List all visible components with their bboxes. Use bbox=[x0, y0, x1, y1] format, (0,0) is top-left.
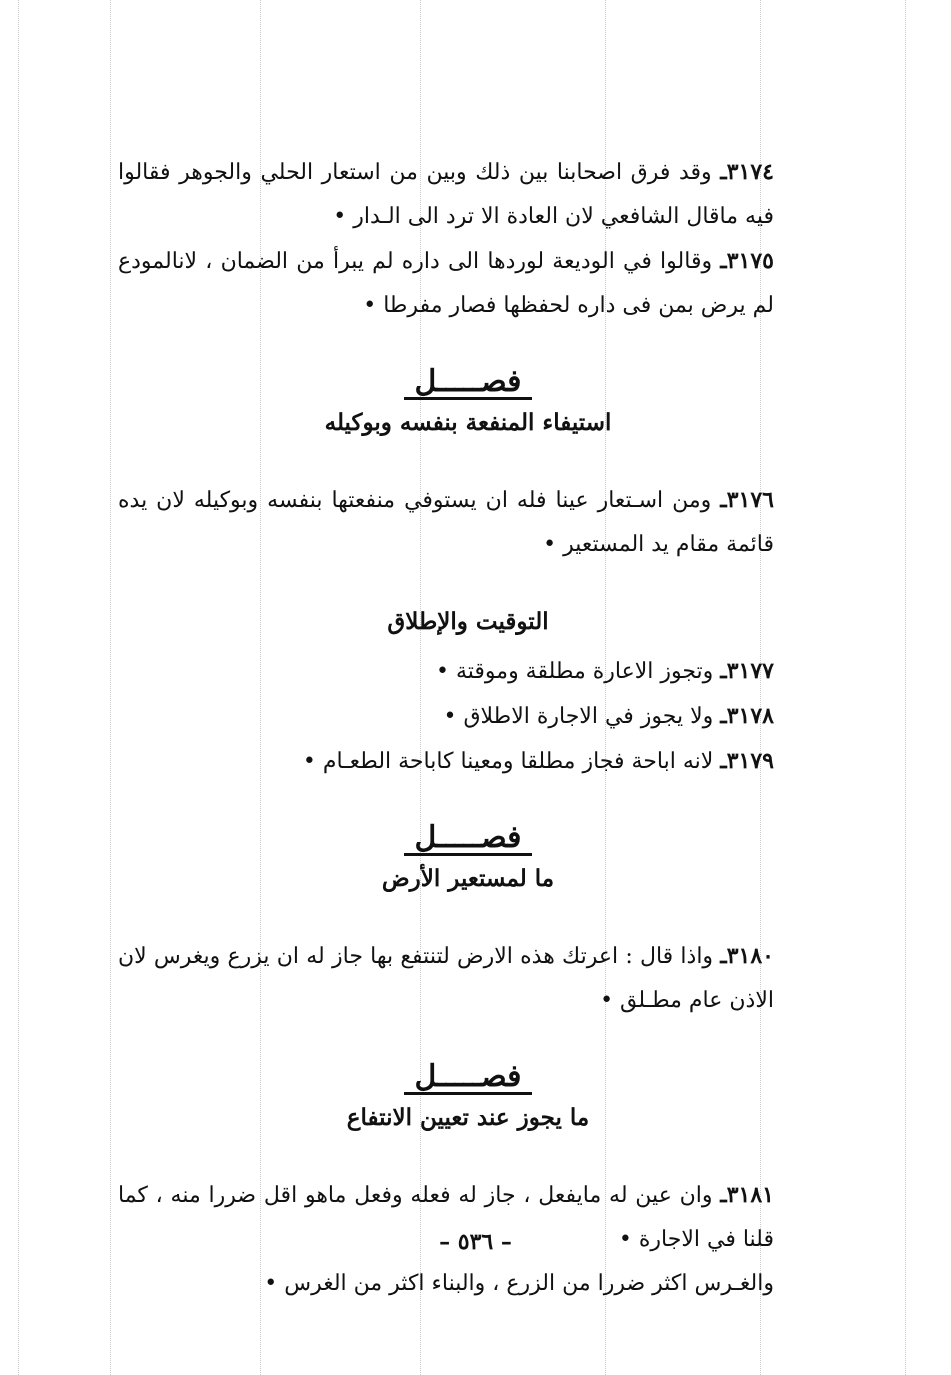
paragraph-number: ٣١٨٠ـ bbox=[720, 943, 774, 969]
page-body bbox=[118, 150, 818, 1306]
paragraph-text: واذا قال : اعرتك هذه الارض لتنتفع بها جاز له ان يزرع ويغرس لان الاذن عام مطـلق • bbox=[118, 944, 774, 1013]
paragraph-text: لانه اباحة فجاز مطلقا ومعينا كاباحة الطعـام • bbox=[302, 749, 721, 774]
paragraph-number: ٣١٧٩ـ bbox=[720, 748, 774, 774]
paragraph-text: وقالوا في الوديعة لوردها الى داره لم يبرأ من الضمان ، لانالمودع لم يرض بمن فى داره لحفظها فصار مفرطا • bbox=[118, 249, 774, 318]
paragraph-text: وان عين له مايفعل ، جاز له فعله وفعل ماهو اقل ضررا منه ، كما قلنا في الاجارة • bbox=[118, 1183, 774, 1252]
paragraph-number: ٣١٧٨ـ bbox=[720, 703, 774, 729]
section-heading: التوقيت والإطلاق bbox=[387, 608, 549, 635]
paragraph-3175 bbox=[118, 239, 818, 328]
scan-guide-line bbox=[110, 0, 111, 1375]
scan-guide-line bbox=[905, 0, 906, 1375]
paragraph-3177 bbox=[118, 649, 818, 694]
paragraph-number: ٣١٧٧ـ bbox=[720, 658, 774, 684]
paragraph-3180 bbox=[118, 934, 818, 1023]
scan-guide-line bbox=[18, 0, 19, 1375]
paragraph-number: ٣١٧٦ـ bbox=[720, 487, 774, 513]
section-title-fasl bbox=[118, 818, 818, 858]
section-heading: ما لمستعير الأرض bbox=[381, 865, 555, 892]
paragraph-3178 bbox=[118, 694, 818, 739]
section-title-fasl bbox=[118, 1057, 818, 1097]
paragraph-number: ٣١٨١ـ bbox=[720, 1182, 774, 1208]
fasl-word: فصـــــل bbox=[404, 823, 531, 856]
paragraph-text: ولا يجوز في الاجارة الاطلاق • bbox=[443, 704, 721, 729]
paragraph-text: ومن اسـتعار عينا فله ان يستوفي منفعتها بنفسه وبوكيله لان يده قائمة مقام يد المستعير • bbox=[118, 488, 774, 557]
paragraph-3181-continuation: والغـرس اكثر ضررا من الزرع ، والبناء اكثر من الغرس • bbox=[264, 1271, 774, 1296]
paragraph-3179 bbox=[118, 739, 818, 784]
paragraph-3174 bbox=[118, 150, 818, 239]
section-heading: استيفاء المنفعة بنفسه وبوكيله bbox=[324, 409, 612, 436]
paragraph-3176 bbox=[118, 478, 818, 567]
paragraph-text: وقد فرق اصحابنا بين ذلك وبين من استعار الحلي والجوهر فقالوا فيه ماقال الشافعي لان العادة الا ترد الى الـدار • bbox=[118, 160, 774, 229]
paragraph-text: وتجوز الاعارة مطلقة وموقتة • bbox=[436, 659, 721, 684]
paragraph-number: ٣١٧٤ـ bbox=[720, 159, 774, 185]
page-number: – ٥٣٦ – bbox=[439, 1229, 512, 1255]
section-title-fasl bbox=[118, 362, 818, 402]
fasl-word: فصـــــل bbox=[404, 1062, 531, 1095]
paragraph-number: ٣١٧٥ـ bbox=[720, 248, 774, 274]
fasl-word: فصـــــل bbox=[404, 367, 531, 400]
section-heading: ما يجوز عند تعيين الانتفاع bbox=[346, 1104, 590, 1131]
